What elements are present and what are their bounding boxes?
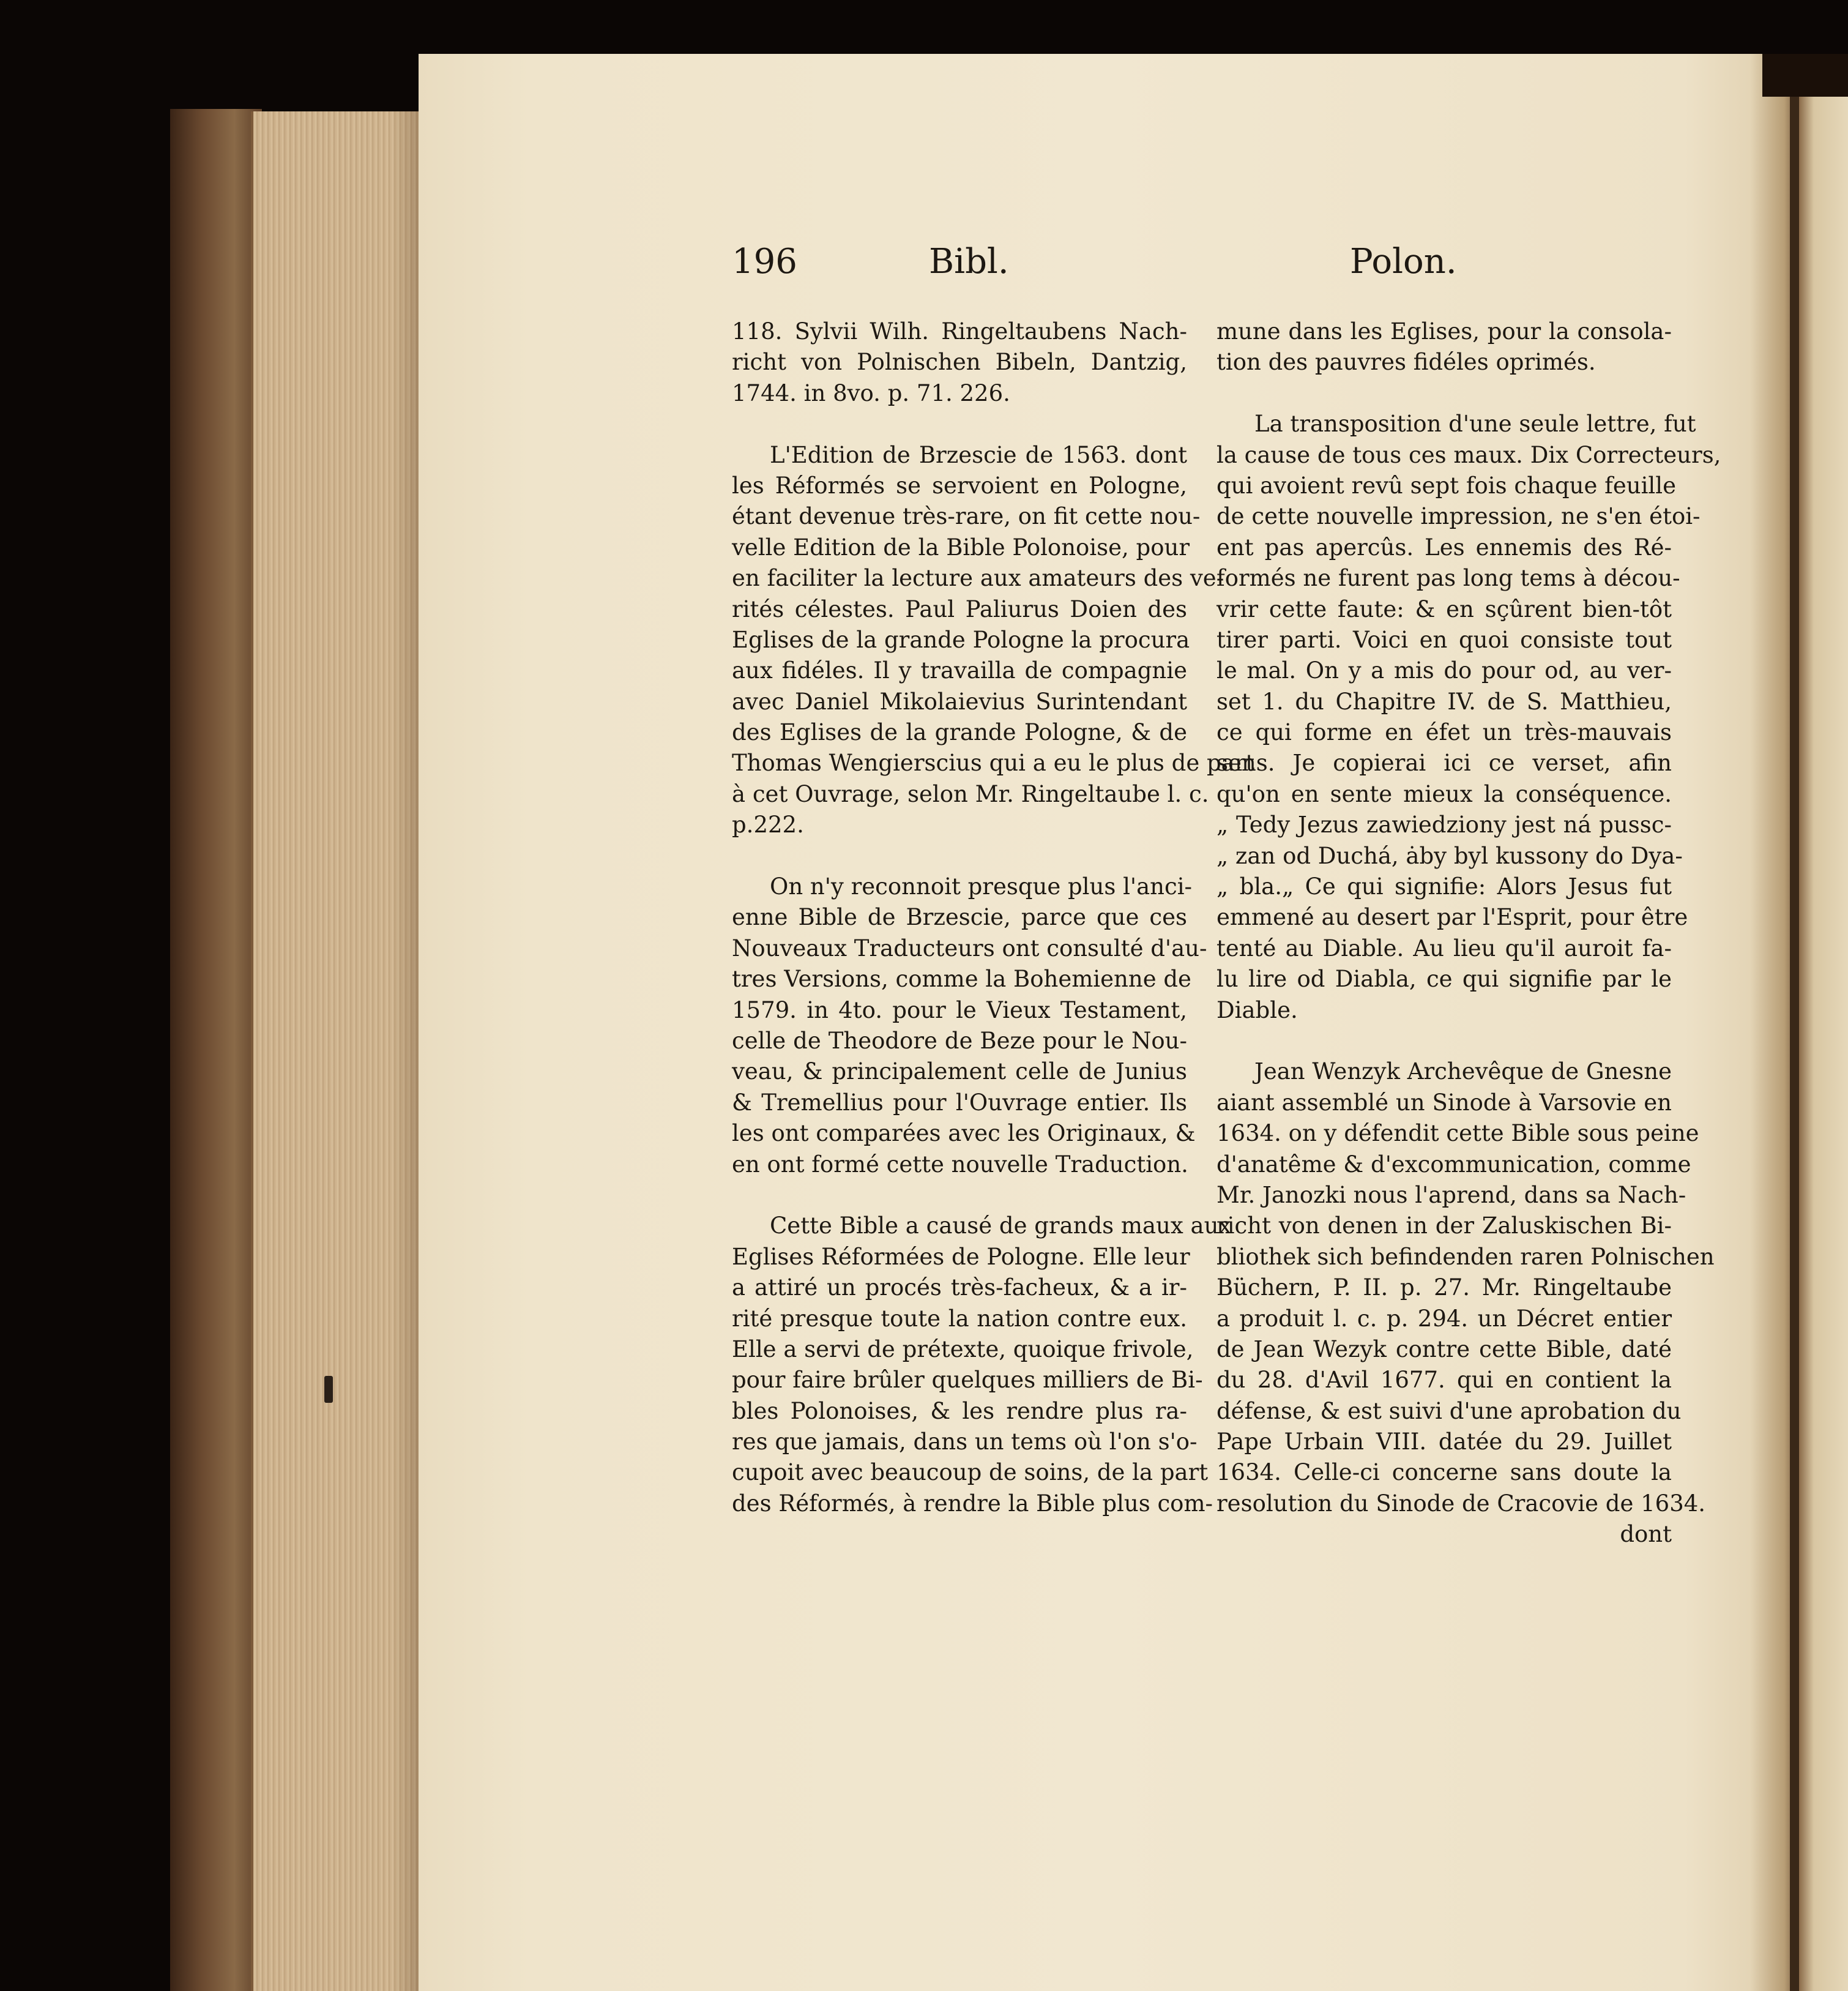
- text-line: en faciliter la lecture aux amateurs des ve-: [732, 565, 1224, 592]
- text-line: aiant assemblé un Sinode à Varsovie en: [1216, 1089, 1672, 1116]
- text-column-left: [732, 316, 1255, 1519]
- ink-mark: [324, 1376, 333, 1403]
- text-line: 1634. on y défendit cette Bible sous peine: [1216, 1120, 1699, 1147]
- text-line: Diable.: [1216, 996, 1298, 1023]
- text-line: formés ne furent pas long tems à décou-: [1216, 565, 1680, 592]
- paragraph-gap: [732, 409, 1187, 439]
- text-line: des Eglises de la grande Pologne, & de: [732, 719, 1187, 746]
- text-line: la cause de tous ces maux. Dix Correcteurs,: [1216, 441, 1721, 468]
- text-line: veau, & principalement celle de Junius: [732, 1058, 1187, 1085]
- text-line: qui avoient revû sept fois chaque feuille: [1216, 472, 1676, 499]
- text-line: On n'y reconnoit presque plus l'anci-: [770, 873, 1193, 900]
- text-line: bles Polonoises, & les rendre plus ra-: [732, 1397, 1187, 1424]
- text-line: 1579. in 4to. pour le Vieux Testament,: [732, 996, 1187, 1023]
- text-line: vrir cette faute: & en sçûrent bien-tôt: [1216, 596, 1672, 622]
- text-line: Mr. Janozki nous l'aprend, dans sa Nach-: [1216, 1181, 1686, 1208]
- facing-page-edge: [1799, 86, 1848, 1991]
- text-line: Pape Urbain VIII. datée du 29. Juillet: [1216, 1429, 1672, 1455]
- text-line: d'anatême & d'excommunication, comme: [1216, 1151, 1691, 1178]
- paragraph-gap: [1216, 1026, 1672, 1056]
- text-line: cupoit avec beaucoup de soins, de la part: [732, 1459, 1209, 1486]
- text-line: Eglises Réformées de Pologne. Elle leur: [732, 1243, 1190, 1270]
- text-line: Elle a servi de prétexte, quoique frivole,: [732, 1335, 1194, 1362]
- text-line: rité presque toute la nation contre eux.: [732, 1305, 1187, 1332]
- text-line: Nouveaux Traducteurs ont consulté d'au-: [732, 935, 1207, 962]
- text-line: défense, & est suivi d'une aprobation du: [1216, 1397, 1682, 1424]
- text-line: du 28. d'Avil 1677. qui en contient la: [1216, 1367, 1672, 1394]
- text-line: Thomas Wengierscius qui a eu le plus de part: [732, 750, 1255, 777]
- text-line: les Réformés se servoient en Pologne,: [732, 472, 1187, 499]
- text-line: mune dans les Eglises, pour la consola-: [1216, 318, 1672, 345]
- text-line: les ont comparées avec les Originaux, &: [732, 1120, 1196, 1147]
- text-line: tion des pauvres fidéles oprimés.: [1216, 349, 1596, 376]
- text-line: Büchern, P. II. p. 27. Mr. Ringeltaube: [1216, 1274, 1672, 1301]
- text-line: „ zan od Duchá, ȧby byl kussony do Dya-: [1216, 842, 1683, 869]
- text-line: 1634. Celle-ci concerne sans doute la: [1216, 1459, 1672, 1486]
- text-line: res que jamais, dans un tems où l'on s'o-: [732, 1429, 1198, 1455]
- text-line: „ bla.„ Ce qui signifie: Alors Jesus fut: [1216, 873, 1672, 900]
- text-line: sens. Je copierai ici ce verset, afin: [1216, 750, 1672, 777]
- text-line: ent pas apercûs. Les ennemis des Ré-: [1216, 534, 1672, 561]
- running-head-right: Polon.: [1350, 242, 1457, 282]
- text-line: tenté au Diable. Au lieu qu'il auroit fa-: [1216, 935, 1672, 962]
- text-line: 118. Sylvii Wilh. Ringeltaubens Nach-: [732, 318, 1187, 345]
- text-line: L'Edition de Brzescie de 1563. dont: [770, 441, 1187, 468]
- text-line: resolution du Sinode de Cracovie de 1634.: [1216, 1490, 1706, 1517]
- text-line: de Jean Wezyk contre cette Bible, daté: [1216, 1335, 1672, 1362]
- text-line: Cette Bible a causé de grands maux aux: [770, 1212, 1232, 1239]
- text-line: & Tremellius pour l'Ouvrage entier. Ils: [732, 1089, 1187, 1116]
- text-line: étant devenue très-rare, on fit cette nou-: [732, 503, 1201, 530]
- text-line: à cet Ouvrage, selon Mr. Ringeltaube l. c.: [732, 780, 1209, 807]
- background-gap: [1762, 54, 1848, 97]
- text-line: des Réformés, à rendre la Bible plus com-: [732, 1490, 1213, 1517]
- text-line: aux fidéles. Il y travailla de compagnie: [732, 657, 1187, 684]
- text-line: „ Tedy Jezus zawiedziony jest ná pussc-: [1216, 812, 1672, 839]
- text-line: en ont formé cette nouvelle Traduction.: [732, 1151, 1188, 1178]
- text-line: enne Bible de Brzescie, parce que ces: [732, 904, 1187, 931]
- paragraph-gap: [1216, 378, 1672, 409]
- text-line: set 1. du Chapitre IV. de S. Matthieu,: [1216, 688, 1672, 715]
- text-line: tirer parti. Voici en quoi consiste tout: [1216, 626, 1672, 653]
- text-line: richt von Polnischen Bibeln, Dantzig,: [732, 349, 1187, 376]
- text-line: ce qui forme en éfet un très-mauvais: [1216, 719, 1672, 746]
- text-line: a produit l. c. p. 294. un Décret entier: [1216, 1305, 1672, 1332]
- text-line: a attiré un procés très-facheux, & a ir-: [732, 1274, 1187, 1301]
- text-line: lu lire od Diabla, ce qui signifie par le: [1216, 966, 1672, 993]
- running-head-left: Bibl.: [929, 242, 1009, 282]
- text-line: p.222.: [732, 812, 804, 839]
- text-line: richt von denen in der Zaluskischen Bi-: [1216, 1212, 1672, 1239]
- text-line: dont: [1620, 1521, 1672, 1548]
- paragraph-gap: [732, 1180, 1187, 1211]
- text-line: avec Daniel Mikolaievius Surintendant: [732, 688, 1187, 715]
- text-line: Jean Wenzyk Archevêque de Gnesne: [1254, 1058, 1672, 1085]
- text-line: celle de Theodore de Beze pour le Nou-: [732, 1027, 1187, 1054]
- text-line: 1744. in 8vo. p. 71. 226.: [732, 379, 1010, 406]
- paragraph-gap: [732, 841, 1187, 872]
- text-line: de cette nouvelle impression, ne s'en étoi-: [1216, 503, 1701, 530]
- text-column-right: [1216, 316, 1721, 1550]
- book-cover-left: [170, 109, 262, 1991]
- text-line: Eglises de la grande Pologne la procura: [732, 626, 1190, 653]
- text-line: rités célestes. Paul Paliurus Doien des: [732, 596, 1187, 622]
- text-line: bliothek sich befindenden raren Polnischen: [1216, 1243, 1715, 1270]
- text-line: le mal. On y a mis do pour od, au ver-: [1216, 657, 1672, 684]
- text-line: velle Edition de la Bible Polonoise, pour: [732, 534, 1190, 561]
- text-line: qu'on en sente mieux la conséquence.: [1216, 780, 1672, 807]
- text-line: tres Versions, comme la Bohemienne de: [732, 966, 1191, 993]
- page-edge-shadow: [392, 111, 422, 1991]
- text-line: La transposition d'une seule lettre, fut: [1254, 411, 1696, 438]
- text-line: emmené au desert par l'Esprit, pour être: [1216, 904, 1688, 931]
- text-line: pour faire brûler quelques milliers de Bi-: [732, 1367, 1203, 1394]
- page-number: 196: [732, 242, 797, 282]
